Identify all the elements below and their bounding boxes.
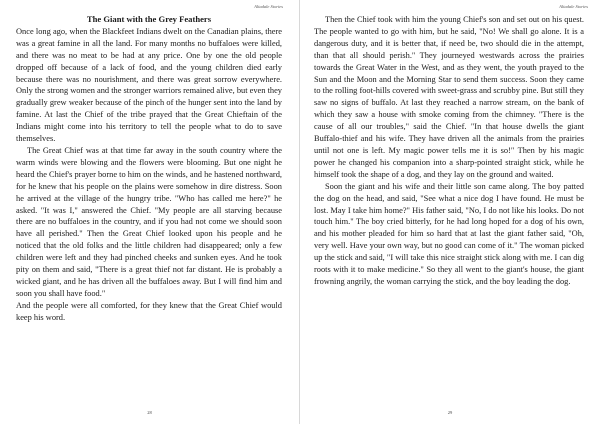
paragraph: Then the Chief took with him the young Chief's son and set out on his quest. The people wanted to go with him, but he said, "No! We shall go alone. It is a dangerous duty, and it is better that, if need be, two should die in the attempt, than that all should perish." They journeyed westwards across the prairies towards the Great Water in the West, and as they went, the youth prayed to the Sun and the Moon and the Morning Star to send them success. Soon they came to the rolling foot-hills covered with sweet-grass and scrubby pine. But still they saw no signs of buffalo. At last they reached a narrow stream, on the bank of which they saw a house with smoke coming from the chimney. "There is the cause of all our troubles," said the Chief. "In that house dwells the giant Buffalo-thief and his wife. They have driven all the animals from the prairies until not one is left. My magic power tells me it is so!" Then by his magic power he changed his companion into a sharp-pointed straight stick, while he himself took the shape of a dog, and they lay on the ground and waited.: [314, 15, 584, 179]
running-head: Aliadale Stories: [254, 4, 283, 9]
page-number: 29: [447, 410, 453, 415]
paragraph: The Great Chief was at that time far away in the south country where the warm winds were blowing and the flowers were blooming. But one night he heard the Chief's prayer borne to him on the winds, and he hastened northward, for he knew that his people on the plains were somehow in dire distress. Soon he arrived at the village of the hungry tribe. "Who has called me here?" he asked. "It was I," answered the Chief. "My people are all starving because there are no buffaloes in the country, and if you had not come we should soon have all perished." Then the Great Chief looked upon his people and he noticed that the old folks and the little children had disappeared; only a few children were left and they had pinched cheeks and sunken eyes. And he took pity on them and said, "There is a great thief not far distant. He is probably a wicked giant, and he has driven all the buffaloes away. But I will find him and soon you shall have food.": [16, 145, 282, 298]
page-number: 28: [147, 410, 152, 415]
left-text-block: [16, 14, 282, 324]
paragraph: Soon the giant and his wife and their little son came along. The boy patted the dog on the head, and said, "See what a nice dog I have found. He must be lost. May I take him home?" His father said, "No, I do not like his looks. Do not touch him." The boy cried bitterly, for he had long hoped for a dog of his own, and his mother pleaded for him so hard that at last the giant father said, "Oh, very well. Have your own way, but no good can come of it." The woman picked up the stick and said, "I will take this nice straight stick along with me. I can dig roots with it to make medicine." So they all went to the giant's house, the giant frowning angrily, the woman carrying the stick, and the boy leading the dog.: [314, 181, 584, 286]
paragraph: Once long ago, when the Blackfeet Indians dwelt on the Canadian plains, there was a great famine in all the land. For many months no buffaloes were killed, and there was no meat to be had at any price. One by one the old people dropped off because of a lack of food, and the young children died early because there was no nourishment, and there was great sorrow everywhere. Only the strong women and the stronger warriors remained alive, but even they gradually grew weaker because of the pinch of the hunger sent into the land by famine. At last the Chief of the tribe prayed that the Great Chieftain of the Indians might come into his territory to tell the people what to do to save themselves.: [16, 26, 282, 144]
right-page: [300, 0, 600, 424]
running-head: Aliadale Stories: [559, 4, 588, 9]
paragraph: And the people were all comforted, for they knew that the Great Chief would keep his word.: [16, 300, 282, 322]
right-text-block: [314, 14, 584, 288]
story-title: The Giant with the Grey Feathers: [86, 14, 212, 24]
